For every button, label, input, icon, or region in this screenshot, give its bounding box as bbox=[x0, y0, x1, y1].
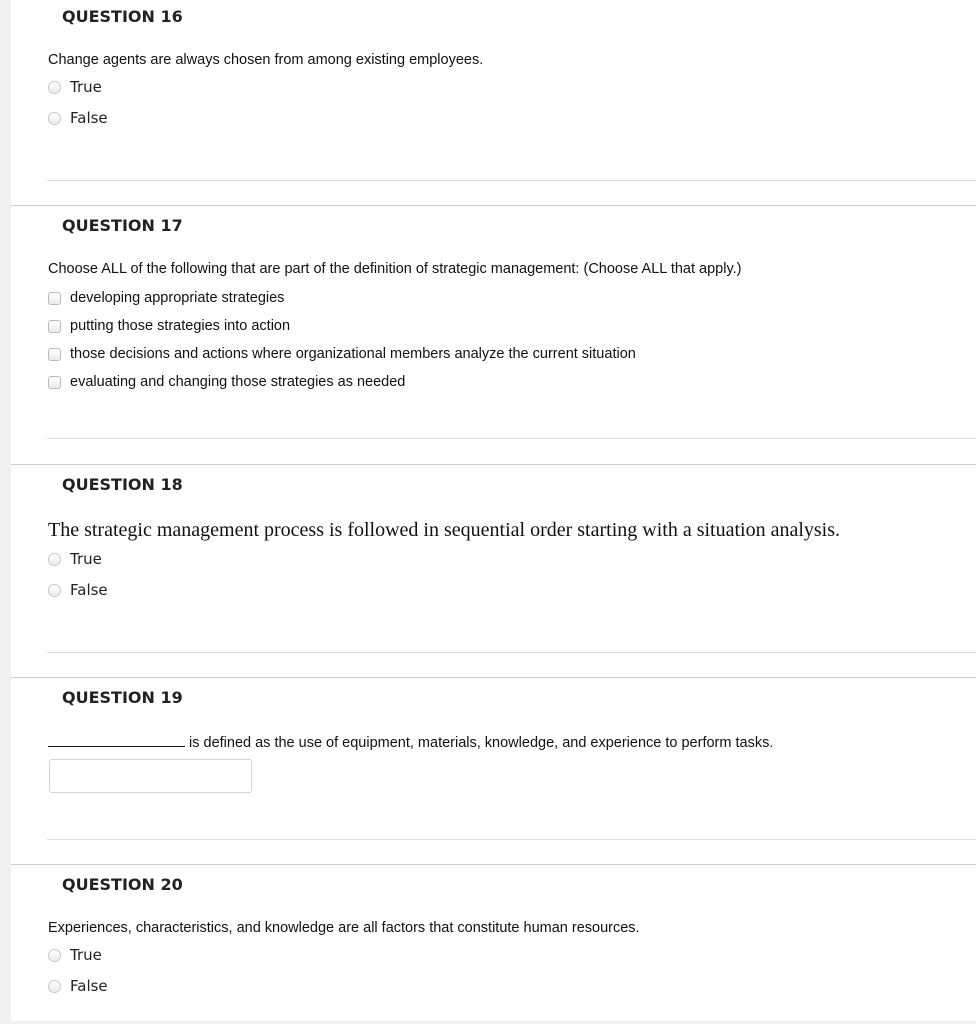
q16-option-true[interactable] bbox=[48, 76, 102, 98]
question-19-title: QUESTION 19 bbox=[62, 688, 183, 707]
question-17-text: Choose ALL of the following that are part of the definition of strategic management: (Choose ALL that apply.) bbox=[48, 261, 742, 277]
divider bbox=[11, 205, 976, 206]
question-19-statement: is defined as the use of equipment, materials, knowledge, and experience to perform tasks. bbox=[189, 735, 774, 751]
radio-button[interactable] bbox=[48, 553, 61, 566]
q16-option-false[interactable] bbox=[48, 107, 108, 129]
option-label: those decisions and actions where organizational members analyze the current situation bbox=[70, 346, 636, 362]
divider bbox=[47, 180, 976, 181]
question-19-text bbox=[48, 733, 773, 751]
fill-in-blank-line bbox=[48, 733, 185, 747]
q17-option-4[interactable] bbox=[48, 371, 405, 393]
question-16-text: Change agents are always chosen from among existing employees. bbox=[48, 52, 484, 68]
question-18-title: QUESTION 18 bbox=[62, 475, 183, 494]
quiz-page bbox=[11, 0, 976, 1021]
checkbox[interactable] bbox=[48, 320, 61, 333]
radio-button[interactable] bbox=[48, 949, 61, 962]
divider bbox=[47, 839, 976, 840]
divider bbox=[47, 652, 976, 653]
q18-option-false[interactable] bbox=[48, 579, 108, 601]
q18-option-true[interactable] bbox=[48, 548, 102, 570]
q20-option-true[interactable] bbox=[48, 944, 102, 966]
divider bbox=[11, 677, 976, 678]
question-16-title: QUESTION 16 bbox=[62, 7, 183, 26]
option-label: developing appropriate strategies bbox=[70, 290, 285, 306]
checkbox[interactable] bbox=[48, 348, 61, 361]
option-label: False bbox=[70, 977, 108, 995]
q20-option-false[interactable] bbox=[48, 975, 108, 997]
option-label: True bbox=[70, 946, 102, 964]
option-label: False bbox=[70, 109, 108, 127]
option-label: False bbox=[70, 581, 108, 599]
radio-button[interactable] bbox=[48, 112, 61, 125]
option-label: True bbox=[70, 78, 102, 96]
radio-button[interactable] bbox=[48, 980, 61, 993]
radio-button[interactable] bbox=[48, 584, 61, 597]
q17-option-1[interactable] bbox=[48, 287, 284, 309]
checkbox[interactable] bbox=[48, 376, 61, 389]
question-18-text: The strategic management process is followed in sequential order starting with a situation analysis. bbox=[48, 519, 841, 541]
divider bbox=[11, 464, 976, 465]
question-17-title: QUESTION 17 bbox=[62, 216, 183, 235]
option-label: evaluating and changing those strategies as needed bbox=[70, 374, 406, 390]
radio-button[interactable] bbox=[48, 81, 61, 94]
divider bbox=[11, 864, 976, 865]
answer-input[interactable] bbox=[49, 759, 252, 793]
q17-option-2[interactable] bbox=[48, 315, 290, 337]
question-20-title: QUESTION 20 bbox=[62, 875, 183, 894]
question-20-text: Experiences, characteristics, and knowledge are all factors that constitute human resources. bbox=[48, 920, 640, 936]
option-label: True bbox=[70, 550, 102, 568]
option-label: putting those strategies into action bbox=[70, 318, 291, 334]
q17-option-3[interactable] bbox=[48, 343, 636, 365]
divider bbox=[47, 438, 976, 439]
checkbox[interactable] bbox=[48, 292, 61, 305]
